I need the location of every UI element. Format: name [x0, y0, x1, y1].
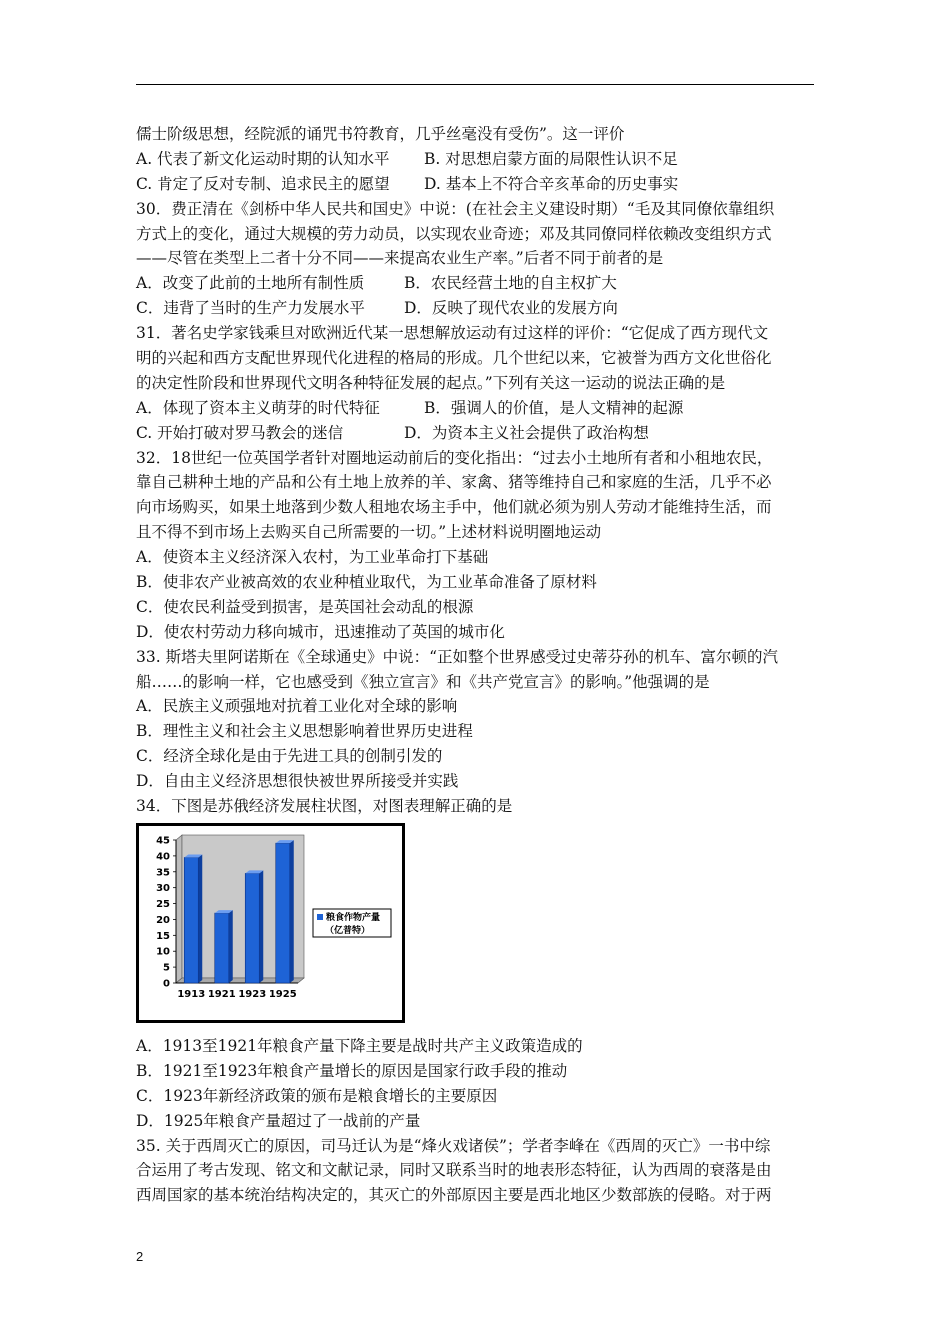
y-tick-label: 45	[156, 835, 170, 847]
bar	[276, 843, 290, 983]
bar-side	[229, 910, 233, 983]
question-34-option: A．1913至1921年粮食产量下降主要是战时共产主义政策造成的	[136, 1036, 583, 1055]
bar-side	[290, 840, 294, 983]
option-a: A．改变了此前的土地所有制性质	[136, 274, 365, 293]
question-35-line: 西周国家的基本统治结构决定的，其灭亡的外部原因主要是西北地区少数部族的侵略。对于两	[136, 1186, 772, 1205]
bar	[184, 857, 198, 983]
option-row	[136, 421, 826, 446]
question-32-line: 靠自己耕种土地的产品和公有土地上放养的羊、家禽、猪等维持自己和家庭的生活，几乎不必	[136, 473, 772, 492]
question-34-stem: 34．下图是苏俄经济发展柱状图，对图表理解正确的是	[136, 797, 513, 816]
y-tick-label: 25	[156, 898, 170, 910]
y-tick-label: 15	[156, 930, 170, 942]
option-d: D. 基本上不符合辛亥革命的历史事实	[424, 174, 679, 193]
question-31-line: 明的兴起和西方支配世界现代化进程的格局的形成。几个世纪以来，它被誉为西方文化世俗化	[136, 349, 772, 368]
page-content	[136, 122, 826, 1208]
bar-side	[259, 870, 263, 983]
question-35-line: 35. 关于西周灭亡的原因，司马迁认为是“烽火戏诸侯”；学者李峰在《西周的灭亡》一书中综	[136, 1136, 771, 1155]
question-33-option: C．经济全球化是由于先进工具的创制引发的	[136, 747, 443, 766]
question-31-line: 31．著名史学家钱乘旦对欧洲近代某一思想解放运动有过这样的评价：“它促成了西方现代文	[136, 324, 769, 343]
option-c: C. 肯定了反对专制、追求民主的愿望	[136, 174, 390, 193]
y-tick-label: 10	[156, 946, 170, 958]
chart-side-wall	[176, 835, 182, 983]
question-32-line: 向市场购买，如果土地落到少数人租地农场主手中，他们就必须为别人劳动才能维持生活，而	[136, 498, 772, 517]
text-line: 儒士阶级思想，经院派的诵咒书符教育，几乎丝毫没有受伤”。这一评价	[136, 125, 625, 143]
bar	[245, 873, 259, 983]
question-32-option: D．使农村劳动力移向城市，迅速推动了英国的城市化	[136, 622, 505, 641]
question-30-line: 方式上的变化，通过大规模的劳力动员，以实现农业奇迹；邓及其同僚同样依赖改变组织方式	[136, 224, 772, 243]
x-tick-label: 1913	[177, 988, 206, 1000]
option-row	[136, 296, 826, 321]
question-32-option: B．使非农产业被高效的农业种植业取代，为工业革命准备了原材料	[136, 573, 597, 592]
page-number: 2	[136, 1249, 144, 1264]
question-34-option: C．1923年新经济政策的颁布是粮食增长的主要原因	[136, 1086, 498, 1105]
option-b: B．农民经营土地的自主权扩大	[404, 274, 617, 293]
question-33-option: A．民族主义顽强地对抗着工业化对全球的影响	[136, 697, 458, 716]
x-tick-label: 1925	[268, 988, 297, 1000]
option-row	[136, 172, 826, 197]
question-33-line: 船……的影响一样，它也感受到《独立宣言》和《共产党宣言》的影响。”他强调的是	[136, 672, 710, 691]
question-31-line: 的决定性阶段和世界现代文明各种特征发展的起点。”下列有关这一运动的说法正确的是	[136, 373, 726, 392]
question-30-line: 30．费正清在《剑桥中华人民共和国史》中说：(在社会主义建设时期）“毛及其同僚依靠组织	[136, 199, 775, 218]
option-row	[136, 396, 826, 421]
bar-chart-container	[136, 819, 826, 1034]
option-c: C. 开始打破对罗马教会的迷信	[136, 423, 344, 442]
question-32-line: 32．18世纪一位英国学者针对圈地运动前后的变化指出：“过去小土地所有者和小租地农民，	[136, 448, 773, 467]
y-tick-label: 40	[156, 851, 170, 863]
option-a: A. 代表了新文化运动时期的认知水平	[136, 149, 390, 168]
option-d: D．反映了现代农业的发展方向	[404, 299, 618, 318]
question-32-option: A．使资本主义经济深入农村，为工业革命打下基础	[136, 548, 489, 567]
option-b: B. 对思想启蒙方面的局限性认识不足	[424, 149, 678, 168]
option-row	[136, 147, 826, 172]
y-tick-label: 30	[156, 883, 170, 895]
bar	[215, 913, 229, 983]
option-row	[136, 271, 826, 296]
option-c: C．违背了当时的生产力发展水平	[136, 299, 365, 318]
option-d: D．为资本主义社会提供了政治构想	[404, 423, 649, 442]
question-32-line: 且不得不到市场上去购买自己所需要的一切。”上述材料说明圈地运动	[136, 523, 602, 542]
question-34-option: B．1921至1923年粮食产量增长的原因是国家行政手段的推动	[136, 1061, 568, 1080]
legend-label-line2: （亿普特）	[325, 925, 371, 936]
option-a: A．体现了资本主义萌芽的时代特征	[136, 398, 380, 417]
y-tick-label: 20	[156, 914, 170, 926]
question-32-option: C．使农民利益受到损害，是英国社会动乱的根源	[136, 597, 474, 616]
bar-side	[198, 854, 202, 983]
question-33-line: 33. 斯塔夫里阿诺斯在《全球通史》中说：“正如整个世界感受过史蒂芬孙的机车、富尔顿的汽	[136, 647, 779, 666]
question-33-option: D．自由主义经济思想很快被世界所接受并实践	[136, 772, 459, 791]
question-30-line: ——尽管在类型上二者十分不同——来提高农业生产率。”后者不同于前者的是	[136, 249, 664, 268]
legend-swatch	[317, 914, 323, 920]
question-35-line: 合运用了考古发现、铭文和文献记录，同时又联系当时的地表形态特征，认为西周的衰落是由	[136, 1161, 772, 1180]
question-34-option: D．1925年粮食产量超过了一战前的产量	[136, 1111, 421, 1130]
option-b: B．强调人的价值，是人文精神的起源	[424, 398, 684, 417]
y-tick-label: 0	[163, 978, 170, 990]
x-tick-label: 1921	[207, 988, 236, 1000]
grain-bar-chart	[136, 823, 406, 1024]
question-33-option: B．理性主义和社会主义思想影响着世界历史进程	[136, 722, 473, 741]
y-tick-label: 5	[163, 962, 170, 974]
x-tick-label: 1923	[238, 988, 267, 1000]
y-tick-label: 35	[156, 867, 170, 879]
legend-label-line1: 粮食作物产量	[326, 912, 381, 923]
header-rule	[136, 84, 814, 85]
